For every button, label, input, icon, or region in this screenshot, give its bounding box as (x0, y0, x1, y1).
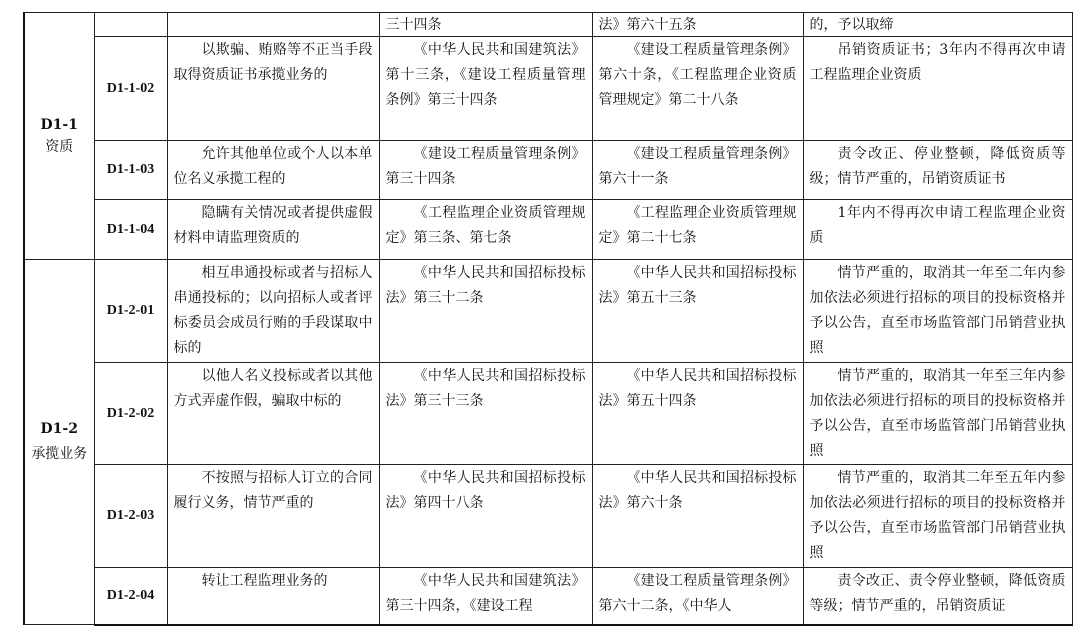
behavior-cell: 相互串通投标或者与招标人串通投标的；以向招标人或者评标委员会成员行贿的手段谋取中标的 (167, 260, 379, 363)
code-cell: D1-2-04 (94, 568, 167, 625)
penalty-cell: 情节严重的，取消其一年至三年内参加依法必须进行招标的项目的投标资格并予以公告，直至市场监管部门吊销营业执照 (803, 363, 1072, 465)
penalty-cell: 责令改正、停业整顿，降低资质等级；情节严重的，吊销资质证书 (803, 141, 1072, 200)
penalty-cell: 的，予以取缔 (803, 13, 1072, 37)
penalty-cell: 情节严重的，取消其二年至五年内参加依法必须进行招标的项目的投标资格并予以公告，直至市场监管部门吊销营业执照 (803, 465, 1072, 568)
penalty-basis-cell: 法》第六十五条 (592, 13, 803, 37)
basis-cell: 《中华人民共和国招标投标法》第三十二条 (379, 260, 592, 363)
penalty-cell: 1年内不得再次申请工程监理企业资质 (803, 200, 1072, 260)
code-cell: D1-2-03 (94, 465, 167, 568)
basis-cell: 《中华人民共和国招标投标法》第四十八条 (379, 465, 592, 568)
code-cell: D1-1-03 (94, 141, 167, 200)
table-row (24, 260, 1072, 363)
code-cell: D1-1-04 (94, 200, 167, 260)
category-code: D1-1 (40, 117, 78, 133)
behavior-cell (167, 13, 379, 37)
basis-cell: 《中华人民共和国招标投标法》第三十三条 (379, 363, 592, 465)
basis-cell: 《建设工程质量管理条例》第三十四条 (379, 141, 592, 200)
behavior-cell: 转让工程监理业务的 (167, 568, 379, 625)
code-cell: D1-2-01 (94, 260, 167, 363)
behavior-cell: 不按照与招标人订立的合同履行义务，情节严重的 (167, 465, 379, 568)
table-row (24, 363, 1072, 465)
category-cell-d1-2 (24, 260, 94, 625)
code-cell: D1-2-02 (94, 363, 167, 465)
basis-cell: 三十四条 (379, 13, 592, 37)
penalty-basis-cell: 《建设工程质量管理条例》第六十条，《工程监理企业资质管理规定》第二十八条 (592, 37, 803, 141)
behavior-cell: 以他人名义投标或者以其他方式弄虚作假，骗取中标的 (167, 363, 379, 465)
code-cell (94, 13, 167, 37)
penalty-basis-cell: 《建设工程质量管理条例》第六十二条，《中华人 (592, 568, 803, 625)
category-name: 承揽业务 (31, 446, 88, 462)
behavior-cell: 隐瞒有关情况或者提供虚假材料申请监理资质的 (167, 200, 379, 260)
regulation-table (23, 12, 1073, 626)
behavior-cell: 以欺骗、贿赂等不正当手段取得资质证书承揽业务的 (167, 37, 379, 141)
table-row (24, 141, 1072, 200)
table-row (24, 568, 1072, 625)
table-row (24, 13, 1072, 37)
table-row (24, 465, 1072, 568)
penalty-basis-cell: 《中华人民共和国招标投标法》第六十条 (592, 465, 803, 568)
table-row (24, 37, 1072, 141)
basis-cell: 《中华人民共和国建筑法》第三十四条，《建设工程 (379, 568, 592, 625)
penalty-basis-cell: 《工程监理企业资质管理规定》第二十七条 (592, 200, 803, 260)
basis-cell: 《工程监理企业资质管理规定》第三条、第七条 (379, 200, 592, 260)
penalty-basis-cell: 《建设工程质量管理条例》第六十一条 (592, 141, 803, 200)
category-cell-d1-1 (24, 13, 94, 260)
code-cell: D1-1-02 (94, 37, 167, 141)
behavior-cell: 允许其他单位或个人以本单位名义承揽工程的 (167, 141, 379, 200)
penalty-cell: 情节严重的，取消其一年至二年内参加依法必须进行招标的项目的投标资格并予以公告，直至市场监管部门吊销营业执照 (803, 260, 1072, 363)
category-code: D1-2 (40, 421, 78, 437)
penalty-basis-cell: 《中华人民共和国招标投标法》第五十四条 (592, 363, 803, 465)
category-name: 资质 (45, 139, 74, 155)
penalty-basis-cell: 《中华人民共和国招标投标法》第五十三条 (592, 260, 803, 363)
penalty-cell: 责令改正、责令停业整顿，降低资质等级；情节严重的，吊销资质证 (803, 568, 1072, 625)
penalty-cell: 吊销资质证书；3年内不得再次申请工程监理企业资质 (803, 37, 1072, 141)
table-row (24, 200, 1072, 260)
basis-cell: 《中华人民共和国建筑法》第十三条，《建设工程质量管理条例》第三十四条 (379, 37, 592, 141)
